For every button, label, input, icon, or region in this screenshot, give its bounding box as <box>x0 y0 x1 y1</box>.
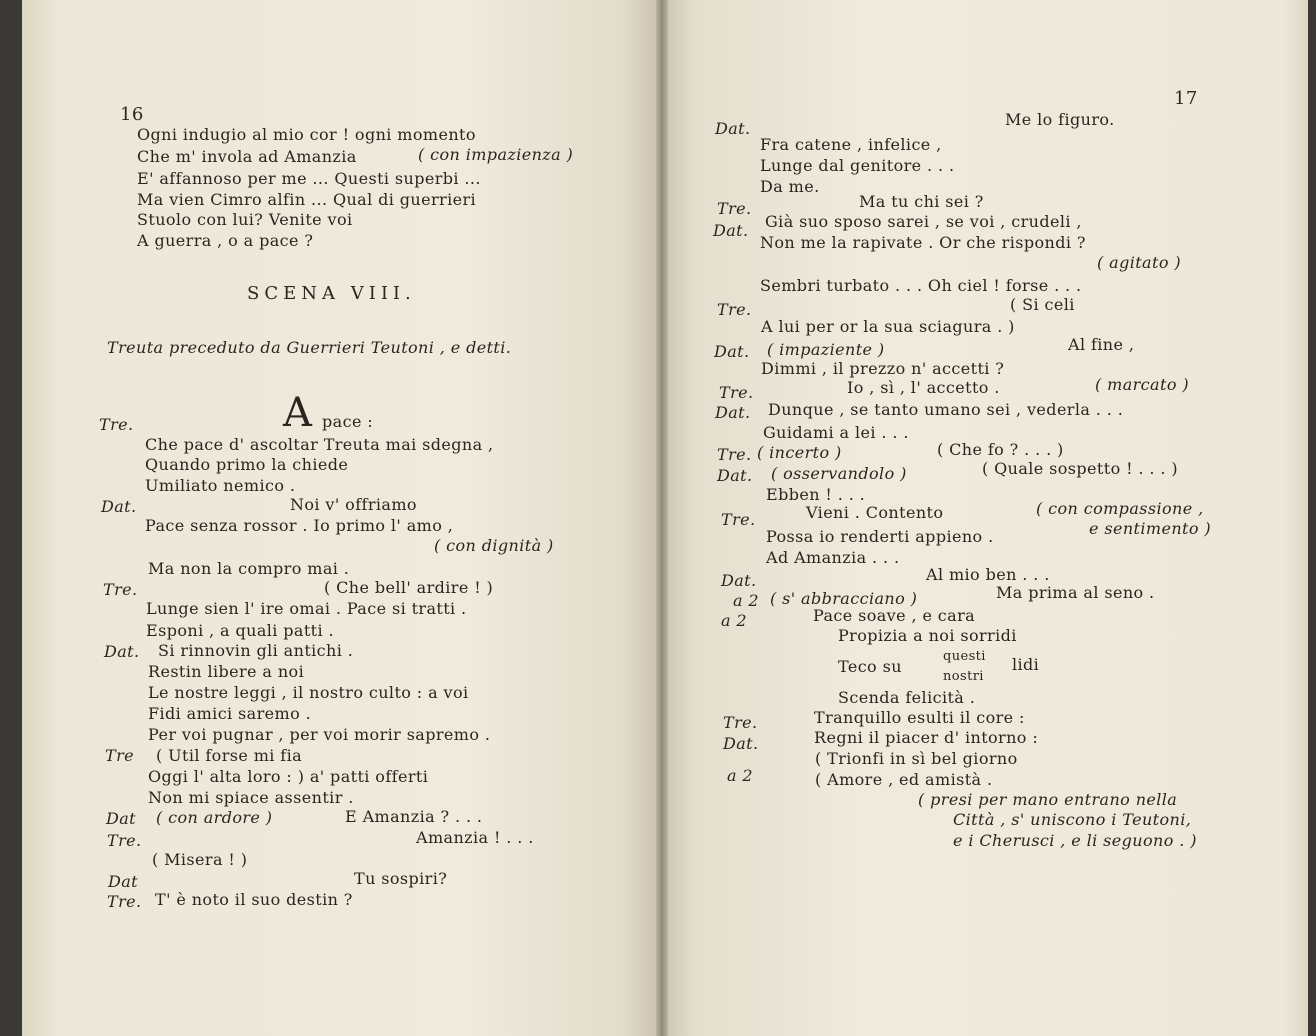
stage-direction: ( Si celi <box>1010 295 1075 314</box>
text-line: Da me. <box>760 177 820 196</box>
speaker-label: Dat. <box>713 221 749 240</box>
stage-direction: ( agitato ) <box>1097 253 1181 272</box>
stage-direction: ( marcato ) <box>1095 375 1189 394</box>
text-line: A lui per or la sua sciagura . ) <box>761 317 1015 336</box>
text-line: Al mio ben . . . <box>926 565 1050 584</box>
speaker-label: Tre. <box>719 383 754 402</box>
text-line: E Amanzia ? . . . <box>345 807 483 826</box>
speaker-label: a 2 <box>727 766 754 785</box>
text-line: Scenda felicità . <box>838 688 976 707</box>
text-line: Le nostre leggi , il nostro culto : a voi <box>148 683 469 702</box>
stage-direction: ( osservandolo ) <box>771 464 907 483</box>
speaker-label: Tre. <box>717 445 752 464</box>
stage-direction: ( s' abbracciano ) <box>770 589 918 608</box>
text-line: Stuolo con lui? Venite voi <box>137 210 353 229</box>
stage-direction: ( Misera ! ) <box>152 850 248 869</box>
text-line: Non mi spiace assentir . <box>148 788 354 807</box>
text-line: T' è noto il suo destin ? <box>155 890 353 909</box>
speaker-label: Dat. <box>717 466 753 485</box>
stage-direction: ( Che fo ? . . . ) <box>937 440 1064 459</box>
text-line: Per voi pugnar , per voi morir sapremo . <box>148 725 491 744</box>
right-page <box>662 0 1308 1036</box>
text-line: ( Trionfi in sì bel giorno <box>815 749 1018 768</box>
text-line: Pace soave , e cara <box>813 606 976 625</box>
text-line: Io , sì , l' accetto . <box>847 378 1000 397</box>
text-line: Che m' invola ad Amanzia <box>137 147 357 166</box>
text-line: Ma vien Cimro alfin ... Qual di guerrieri <box>137 190 477 209</box>
scene-title: SCENA VIII. <box>247 283 416 304</box>
text-line: Propizia a noi sorridi <box>838 626 1017 645</box>
text-line: Ma prima al seno . <box>996 583 1155 602</box>
book-gutter <box>656 0 668 1036</box>
speaker-label: Tre. <box>103 580 138 599</box>
text-line: Ebben ! . . . <box>766 485 866 504</box>
speaker-label: Tre. <box>717 300 752 319</box>
text-line: E' affannoso per me ... Questi superbi ... <box>137 169 481 188</box>
text-line: Ad Amanzia . . . <box>766 548 900 567</box>
text-line: Ma tu chi sei ? <box>859 192 984 211</box>
text-line: Esponi , a quali patti . <box>146 621 335 640</box>
text-line: Tu sospiri? <box>354 869 448 888</box>
stage-direction: ( Quale sospetto ! . . . ) <box>982 459 1178 478</box>
stage-direction: e sentimento ) <box>1089 519 1212 538</box>
text-line: Lunge dal genitore . . . <box>760 156 955 175</box>
text-line: Che pace d' ascoltar Treuta mai sdegna , <box>145 435 494 454</box>
text-line: pace : <box>322 412 374 431</box>
stage-direction: ( con ardore ) <box>156 808 273 827</box>
text-line: Restin libere a noi <box>148 662 305 681</box>
text-line: Fra catene , infelice , <box>760 135 942 154</box>
speaker-label: Tre <box>105 746 134 765</box>
speaker-label: Tre. <box>107 892 142 911</box>
stage-direction: ( con dignità ) <box>434 536 554 555</box>
text-line: ( Amore , ed amistà . <box>815 770 993 789</box>
variant-word: questi <box>943 649 986 664</box>
stage-direction: ( incerto ) <box>757 443 842 462</box>
speaker-label: Dat. <box>723 734 759 753</box>
text-line: Teco su <box>838 657 902 676</box>
text-line: Dunque , se tanto umano sei , vederla . . . <box>768 400 1124 419</box>
text-line: Già suo sposo sarei , se voi , crudeli , <box>765 212 1082 231</box>
text-line: Me lo figuro. <box>1005 110 1115 129</box>
text-line: A guerra , o a pace ? <box>137 231 314 250</box>
text-line: Fidi amici saremo . <box>148 704 312 723</box>
stage-direction: ( con compassione , <box>1036 499 1204 518</box>
page-number-right: 17 <box>1174 88 1198 109</box>
text-line: Ma non la compro mai . <box>148 559 350 578</box>
text-line: Tranquillo esulti il core : <box>814 708 1025 727</box>
text-line: Sembri turbato . . . Oh ciel ! forse . . . <box>760 276 1082 295</box>
text-line: Quando primo la chiede <box>145 455 349 474</box>
speaker-label: a 2 <box>721 611 748 630</box>
text-line: lidi <box>1012 655 1040 674</box>
page-number-left: 16 <box>120 104 144 125</box>
stage-direction: e i Cherusci , e li seguono . ) <box>953 831 1197 850</box>
speaker-label: Dat. <box>714 342 750 361</box>
text-line: Guidami a lei . . . <box>763 423 909 442</box>
text-line: Amanzia ! . . . <box>416 828 534 847</box>
variant-word: nostri <box>943 669 984 684</box>
drop-cap: A <box>283 390 313 436</box>
speaker-label: Tre. <box>99 415 134 434</box>
text-line: Al fine , <box>1068 335 1135 354</box>
stage-direction: ( Che bell' ardire ! ) <box>324 578 494 597</box>
speaker-label: Dat. <box>715 403 751 422</box>
speaker-label: Tre. <box>717 199 752 218</box>
speaker-label: Tre. <box>107 831 142 850</box>
speaker-label: Dat. <box>721 571 757 590</box>
speaker-label: Dat. <box>715 119 751 138</box>
speaker-label: Dat. <box>101 497 137 516</box>
speaker-label: a 2 <box>733 591 760 610</box>
text-line: Non me la rapivate . Or che rispondi ? <box>760 233 1086 252</box>
text-line: Ogni indugio al mio cor ! ogni momento <box>137 125 476 144</box>
speaker-label: Tre. <box>723 713 758 732</box>
text-line: ( Util forse mi fia <box>156 746 303 765</box>
stage-direction: Città , s' uniscono i Teutoni, <box>953 810 1192 829</box>
text-line: Noi v' offriamo <box>290 495 417 514</box>
stage-direction: ( con impazienza ) <box>418 145 574 164</box>
speaker-label: Dat <box>108 872 138 891</box>
scene-direction: Treuta preceduto da Guerrieri Teutoni , e detti. <box>107 338 512 357</box>
stage-direction: ( presi per mano entrano nella <box>918 790 1178 809</box>
text-line: Dimmi , il prezzo n' accetti ? <box>761 359 1005 378</box>
speaker-label: Dat <box>106 809 136 828</box>
stage-direction: ( impaziente ) <box>767 340 885 359</box>
text-line: Pace senza rossor . Io primo l' amo , <box>145 516 454 535</box>
speaker-label: Tre. <box>721 510 756 529</box>
text-line: Lunge sien l' ire omai . Pace si tratti . <box>146 599 467 618</box>
speaker-label: Dat. <box>104 642 140 661</box>
text-line: Umiliato nemico . <box>145 476 296 495</box>
text-line: Vieni . Contento <box>806 503 944 522</box>
text-line: Oggi l' alta loro : ) a' patti offerti <box>148 767 429 786</box>
text-line: Possa io renderti appieno . <box>766 527 994 546</box>
text-line: Si rinnovin gli antichi . <box>158 641 354 660</box>
text-line: Regni il piacer d' intorno : <box>814 728 1039 747</box>
